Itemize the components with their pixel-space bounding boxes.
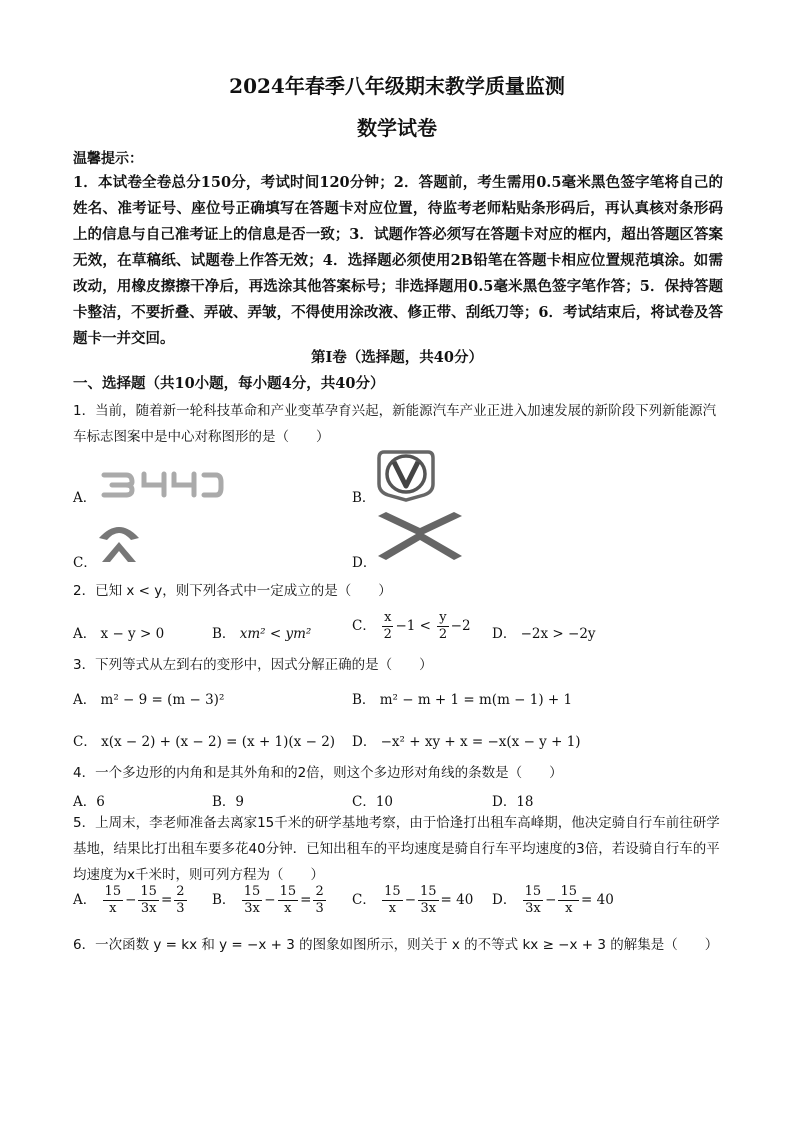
- section-heading: 一、选择题（共10小题，每小题4分，共40分）: [73, 375, 385, 392]
- fraction: [174, 884, 186, 917]
- q2-option-a: A． x − y > 0: [73, 626, 165, 642]
- fraction: [418, 884, 439, 917]
- numerator: 15: [104, 884, 122, 899]
- fraction: [382, 884, 403, 917]
- q4-option-d: D．18: [492, 794, 534, 810]
- fraction: [278, 884, 299, 917]
- operator: =: [160, 892, 173, 908]
- byd-logo-icon: [100, 470, 225, 498]
- option-label: B．: [212, 892, 236, 908]
- q4-option-a: A．6: [73, 794, 105, 810]
- q1-option-c-label: C．: [73, 555, 97, 571]
- option-label: C．: [352, 892, 376, 908]
- q3-option-d: D． −x² + xy + x = −x(x − y + 1): [352, 734, 581, 750]
- part-heading: 第Ⅰ卷（选择题，共40分）: [311, 349, 483, 366]
- numerator: 15: [560, 884, 578, 899]
- question-5-stem: 5．上周末，李老师准备去离家15千米的研学基地考察，由于恰逢打出租车高峰期，他决定骑自行车前往研学基地，结果比打出租车要多花40分钟．已知出租车的平均速度是骑自行车平均速度的3倍，若设骑自行车的平均速度为x千米时，则可列方程为（ ）: [73, 815, 720, 883]
- operator: −: [545, 892, 557, 908]
- equation-rhs: = 40: [440, 892, 474, 908]
- operator: −: [404, 892, 416, 908]
- exam-title: 2024年春季八年级期末教学质量监测: [229, 74, 565, 98]
- question-4-stem: 4．一个多边形的内角和是其外角和的2倍，则这个多边形对角线的条数是（ ）: [73, 765, 563, 781]
- q5-option-c: [352, 884, 473, 917]
- numerator: 15: [524, 884, 542, 899]
- option-label: D．: [492, 892, 517, 908]
- fraction: [437, 610, 448, 643]
- numerator: 15: [140, 884, 157, 899]
- operator: =: [300, 892, 312, 908]
- question-1-stem: 1．当前，随着新一轮科技革命和产业变革孕育兴起，新能源汽车产业正进入加速发展的新阶段下列新能源汽车标志图案中是中心对称图形的是（ ）: [73, 403, 717, 445]
- denominator: x: [284, 901, 292, 916]
- changan-logo-icon: [376, 446, 436, 502]
- fraction: [558, 884, 579, 917]
- denominator: 3: [315, 901, 324, 916]
- operator: −: [264, 892, 276, 908]
- q3-option-b: B． m² − m + 1 = m(m − 1) + 1: [352, 692, 573, 708]
- numerator: 15: [279, 884, 297, 899]
- q3-option-c: C． x(x − 2) + (x − 2) = (x + 1)(x − 2): [73, 734, 336, 750]
- q3-option-a: A． m² − 9 = (m − 3)²: [73, 692, 225, 708]
- q2-option-b: [212, 622, 311, 642]
- q2-option-c-label: C．: [352, 618, 376, 634]
- denominator: 2: [438, 627, 448, 642]
- numerator: 2: [315, 884, 324, 899]
- q1-option-a-label: A．: [73, 490, 97, 506]
- option-label: A．: [73, 892, 97, 908]
- fraction: [313, 884, 325, 917]
- denominator: 3x: [140, 901, 157, 916]
- q1-option-b-label: B．: [352, 490, 376, 506]
- fraction: [103, 884, 124, 917]
- expr-part: −1 <: [395, 618, 431, 634]
- numerator: y: [439, 610, 447, 625]
- fraction: [138, 884, 159, 917]
- denominator: x: [565, 901, 573, 916]
- numerator: 15: [384, 884, 401, 899]
- q2-option-d: D． −2x > −2y: [492, 626, 596, 642]
- denominator: x: [109, 901, 117, 916]
- q4-option-b: B．9: [212, 794, 245, 810]
- denominator: 3: [176, 901, 185, 916]
- numerator: x: [384, 610, 392, 625]
- fraction: [382, 610, 393, 643]
- tips-body: 1．本试卷全卷总分150分，考试时间120分钟；2．答题前，考生需用0.5毫米黑色签字笔将自己的姓名、准考证号、座位号正确填写在答题卡对应位置，待监考老师粘贴条形码后，再认真核对条形码上的信息与自己准考证上的信息是否一致；3．试题作答必须写在答题卡对应的框内，超出答题区答案无效，在草稿纸、试题卷上作答无效；4．选择题必须使用2B铅笔在答题卡相应位置规范填涂。如需改动，用橡皮擦擦干净后，再选涂其他答案标号；非选择题用0.5毫米黑色签字笔作答；5．保持答题卡整洁，不要折叠、弄破、弄皱，不得使用涂改液、修正带、刮纸刀等；6．考试结束后，将试卷及答题卡一并交回。: [73, 174, 723, 347]
- denominator: 3x: [244, 901, 260, 916]
- xpeng-logo-icon: [376, 512, 464, 564]
- numerator: 15: [243, 884, 261, 899]
- q5-option-d: [492, 884, 614, 917]
- q2-option-b-label: B．: [212, 626, 236, 642]
- denominator: 3x: [420, 901, 437, 916]
- numerator: 15: [420, 884, 437, 899]
- nio-logo-icon: [96, 518, 142, 564]
- q1-option-d-label: D．: [352, 555, 377, 571]
- operator: −: [125, 892, 137, 908]
- tips-heading: 温馨提示：: [73, 151, 143, 167]
- fraction: [523, 884, 544, 917]
- numerator: 2: [176, 884, 185, 899]
- expr-part: −2: [450, 618, 471, 634]
- q4-option-c: C．10: [352, 794, 394, 810]
- exam-subtitle: 数学试卷: [357, 116, 437, 140]
- denominator: x: [388, 901, 397, 916]
- denominator: 2: [383, 627, 392, 642]
- fraction: [242, 884, 263, 917]
- q5-option-a: [73, 884, 189, 917]
- equation-rhs: = 40: [581, 892, 614, 908]
- q2-option-b-expr: xm² < ym²: [239, 626, 312, 642]
- denominator: 3x: [525, 901, 541, 916]
- q5-option-b: [212, 884, 328, 917]
- question-6-stem: 6．一次函数 y = kx 和 y = −x + 3 的图象如图所示，则关于 x 的不等式 kx ≥ −x + 3 的解集是（ ）: [73, 937, 719, 953]
- q2-option-c: [352, 610, 471, 643]
- question-2-stem: 2．已知 x < y，则下列各式中一定成立的是（ ）: [73, 583, 392, 599]
- question-3-stem: 3．下列等式从左到右的变形中，因式分解正确的是（ ）: [73, 657, 433, 673]
